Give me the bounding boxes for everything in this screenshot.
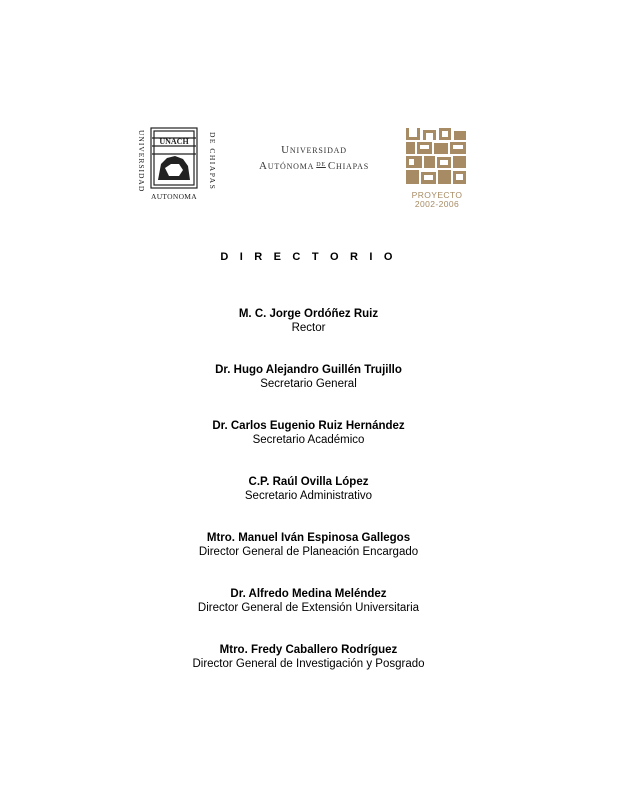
- seal-emblem-text: UNACH: [159, 137, 189, 146]
- entry-role: Secretario Administrativo: [244, 490, 373, 502]
- directory-entry: [0, 475, 617, 531]
- project-label: PROYECTO: [411, 190, 463, 200]
- entry-role: Director General de Extensión Universitaria: [197, 602, 420, 614]
- entry-role: Rector: [291, 322, 326, 334]
- directory-title: D I R E C T O R I O: [220, 251, 397, 263]
- entry-name: Mtro. Manuel Iván Espinosa Gallegos: [206, 532, 411, 544]
- directory-list: [0, 307, 617, 699]
- university-name-de: de: [316, 159, 326, 168]
- seal-text-left: UNIVERSIDAD: [137, 130, 146, 193]
- directory-entry: [0, 419, 617, 475]
- entry-role: Director General de Investigación y Posgrado: [192, 658, 425, 670]
- entry-name: Mtro. Fredy Caballero Rodríguez: [219, 644, 398, 656]
- project-logo: [406, 128, 470, 210]
- university-seal-logo: [131, 124, 217, 210]
- entry-name: M. C. Jorge Ordóñez Ruiz: [238, 308, 379, 320]
- university-name-autonoma: Autónoma: [259, 160, 315, 172]
- directory-entry: [0, 531, 617, 587]
- directory-entry: [0, 587, 617, 643]
- page-header: [0, 118, 617, 218]
- seal-text-bottom: AUTONOMA: [150, 192, 198, 201]
- project-logo-mark: [406, 128, 466, 184]
- entry-role: Secretario Académico: [252, 434, 365, 446]
- university-name-line2: [234, 158, 394, 175]
- entry-name: Dr. Carlos Eugenio Ruiz Hernández: [212, 420, 405, 432]
- university-name: [234, 142, 394, 175]
- project-years: 2002-2006: [414, 199, 460, 209]
- directory-entry: [0, 307, 617, 363]
- university-name-chiapas: Chiapas: [327, 160, 369, 172]
- seal-text-right: DE CHIAPAS: [208, 132, 217, 191]
- project-logo-text: [406, 191, 468, 209]
- university-name-line1: Universidad: [281, 144, 347, 156]
- entry-name: C.P. Raúl Ovilla López: [248, 476, 369, 488]
- entry-name: Dr. Alfredo Medina Meléndez: [230, 588, 387, 600]
- directory-entry: [0, 363, 617, 419]
- directory-entry: [0, 643, 617, 699]
- entry-name: Dr. Hugo Alejandro Guillén Trujillo: [215, 364, 402, 376]
- entry-role: Director General de Planeación Encargado: [198, 546, 419, 558]
- entry-role: Secretario General: [260, 378, 357, 390]
